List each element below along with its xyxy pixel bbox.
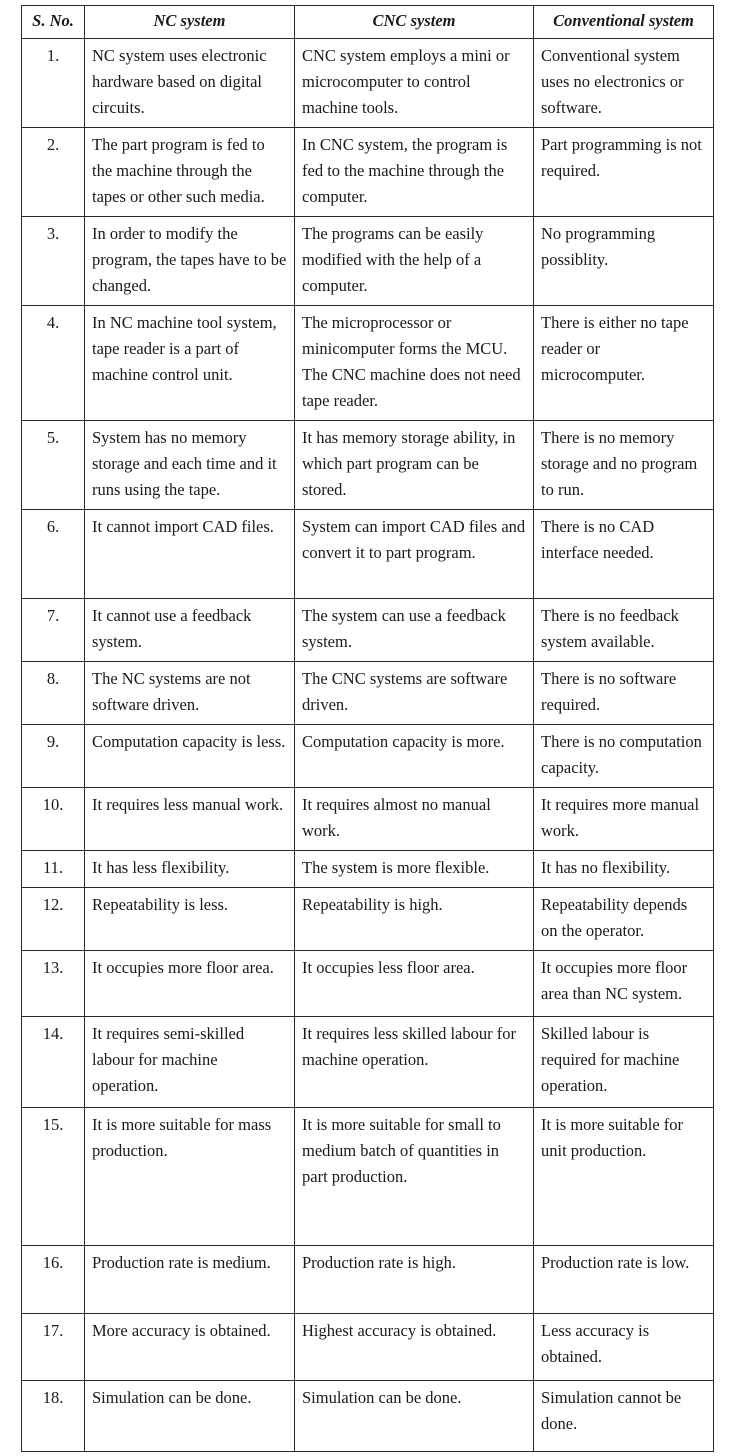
cell-cnc-system: Repeatability is high. bbox=[295, 888, 534, 951]
table-row bbox=[22, 1108, 714, 1246]
cell-nc-system: In order to modify the program, the tapes have to be changed. bbox=[85, 217, 295, 306]
cell-conventional-system: There is no software required. bbox=[534, 662, 714, 725]
cell-nc-system: More accuracy is obtained. bbox=[85, 1314, 295, 1381]
cell-sno: 18. bbox=[22, 1381, 85, 1452]
cell-nc-system: Repeatability is less. bbox=[85, 888, 295, 951]
table-row bbox=[22, 662, 714, 725]
cell-cnc-system: The system is more flexible. bbox=[295, 851, 534, 888]
cell-conventional-system: It requires more manual work. bbox=[534, 788, 714, 851]
cell-conventional-system: There is either no tape reader or microcomputer. bbox=[534, 306, 714, 421]
cell-sno: 8. bbox=[22, 662, 85, 725]
cell-sno: 3. bbox=[22, 217, 85, 306]
cell-conventional-system: Simulation cannot be done. bbox=[534, 1381, 714, 1452]
header-conventional-system: Conventional system bbox=[534, 6, 714, 39]
table-row bbox=[22, 599, 714, 662]
cell-sno: 13. bbox=[22, 951, 85, 1017]
cell-sno: 11. bbox=[22, 851, 85, 888]
header-nc-system: NC system bbox=[85, 6, 295, 39]
header-cnc-system: CNC system bbox=[295, 6, 534, 39]
cell-conventional-system: It occupies more floor area than NC system. bbox=[534, 951, 714, 1017]
cell-nc-system: System has no memory storage and each time and it runs using the tape. bbox=[85, 421, 295, 510]
table-body bbox=[22, 39, 714, 1452]
table-row bbox=[22, 217, 714, 306]
comparison-sheet bbox=[21, 5, 713, 1452]
table-row bbox=[22, 1314, 714, 1381]
cell-conventional-system: Less accuracy is obtained. bbox=[534, 1314, 714, 1381]
cell-nc-system: Simulation can be done. bbox=[85, 1381, 295, 1452]
cell-cnc-system: Production rate is high. bbox=[295, 1246, 534, 1314]
cell-conventional-system: Part programming is not required. bbox=[534, 128, 714, 217]
cell-nc-system: The NC systems are not software driven. bbox=[85, 662, 295, 725]
cell-cnc-system: The microprocessor or minicomputer forms the MCU. The CNC machine does not need tape reader. bbox=[295, 306, 534, 421]
cell-sno: 2. bbox=[22, 128, 85, 217]
cell-cnc-system: In CNC system, the program is fed to the machine through the computer. bbox=[295, 128, 534, 217]
table-row bbox=[22, 951, 714, 1017]
cell-conventional-system: It has no flexibility. bbox=[534, 851, 714, 888]
cell-conventional-system: Skilled labour is required for machine operation. bbox=[534, 1017, 714, 1108]
cell-sno: 16. bbox=[22, 1246, 85, 1314]
cell-cnc-system: System can import CAD files and convert it to part program. bbox=[295, 510, 534, 599]
cell-cnc-system: The CNC systems are software driven. bbox=[295, 662, 534, 725]
cell-cnc-system: It is more suitable for small to medium batch of quantities in part production. bbox=[295, 1108, 534, 1246]
cell-nc-system: In NC machine tool system, tape reader is a part of machine control unit. bbox=[85, 306, 295, 421]
cell-conventional-system: It is more suitable for unit production. bbox=[534, 1108, 714, 1246]
cell-sno: 4. bbox=[22, 306, 85, 421]
header-row bbox=[22, 6, 714, 39]
cell-cnc-system: It has memory storage ability, in which part program can be stored. bbox=[295, 421, 534, 510]
table-row bbox=[22, 421, 714, 510]
cell-sno: 6. bbox=[22, 510, 85, 599]
cell-cnc-system: The system can use a feedback system. bbox=[295, 599, 534, 662]
table-row bbox=[22, 1381, 714, 1452]
cell-cnc-system: Highest accuracy is obtained. bbox=[295, 1314, 534, 1381]
cell-cnc-system: It requires less skilled labour for machine operation. bbox=[295, 1017, 534, 1108]
cell-nc-system: It cannot import CAD files. bbox=[85, 510, 295, 599]
cell-conventional-system: There is no CAD interface needed. bbox=[534, 510, 714, 599]
cell-nc-system: Computation capacity is less. bbox=[85, 725, 295, 788]
table-row bbox=[22, 1017, 714, 1108]
comparison-table bbox=[21, 5, 714, 1452]
cell-nc-system: Production rate is medium. bbox=[85, 1246, 295, 1314]
table-row bbox=[22, 888, 714, 951]
table-row bbox=[22, 128, 714, 217]
cell-sno: 12. bbox=[22, 888, 85, 951]
cell-sno: 15. bbox=[22, 1108, 85, 1246]
cell-sno: 1. bbox=[22, 39, 85, 128]
cell-nc-system: It requires semi-skilled labour for machine operation. bbox=[85, 1017, 295, 1108]
cell-cnc-system: Computation capacity is more. bbox=[295, 725, 534, 788]
table-row bbox=[22, 725, 714, 788]
cell-cnc-system: It requires almost no manual work. bbox=[295, 788, 534, 851]
cell-cnc-system: It occupies less floor area. bbox=[295, 951, 534, 1017]
cell-sno: 10. bbox=[22, 788, 85, 851]
cell-nc-system: It has less flexibility. bbox=[85, 851, 295, 888]
cell-cnc-system: Simulation can be done. bbox=[295, 1381, 534, 1452]
cell-nc-system: NC system uses electronic hardware based on digital circuits. bbox=[85, 39, 295, 128]
cell-sno: 7. bbox=[22, 599, 85, 662]
cell-nc-system: It is more suitable for mass production. bbox=[85, 1108, 295, 1246]
cell-sno: 5. bbox=[22, 421, 85, 510]
cell-cnc-system: CNC system employs a mini or microcomputer to control machine tools. bbox=[295, 39, 534, 128]
cell-nc-system: It requires less manual work. bbox=[85, 788, 295, 851]
cell-conventional-system: Repeatability depends on the operator. bbox=[534, 888, 714, 951]
table-row bbox=[22, 510, 714, 599]
cell-conventional-system: There is no feedback system available. bbox=[534, 599, 714, 662]
table-row bbox=[22, 851, 714, 888]
cell-conventional-system: There is no memory storage and no program to run. bbox=[534, 421, 714, 510]
cell-sno: 9. bbox=[22, 725, 85, 788]
table-row bbox=[22, 1246, 714, 1314]
cell-nc-system: The part program is fed to the machine through the tapes or other such media. bbox=[85, 128, 295, 217]
table-row bbox=[22, 788, 714, 851]
table-row bbox=[22, 39, 714, 128]
header-sno: S. No. bbox=[22, 6, 85, 39]
cell-conventional-system: There is no computation capacity. bbox=[534, 725, 714, 788]
cell-nc-system: It occupies more floor area. bbox=[85, 951, 295, 1017]
cell-sno: 14. bbox=[22, 1017, 85, 1108]
cell-nc-system: It cannot use a feedback system. bbox=[85, 599, 295, 662]
cell-conventional-system: Production rate is low. bbox=[534, 1246, 714, 1314]
cell-cnc-system: The programs can be easily modified with the help of a computer. bbox=[295, 217, 534, 306]
cell-conventional-system: Conventional system uses no electronics or software. bbox=[534, 39, 714, 128]
cell-conventional-system: No programming possiblity. bbox=[534, 217, 714, 306]
cell-sno: 17. bbox=[22, 1314, 85, 1381]
table-row bbox=[22, 306, 714, 421]
